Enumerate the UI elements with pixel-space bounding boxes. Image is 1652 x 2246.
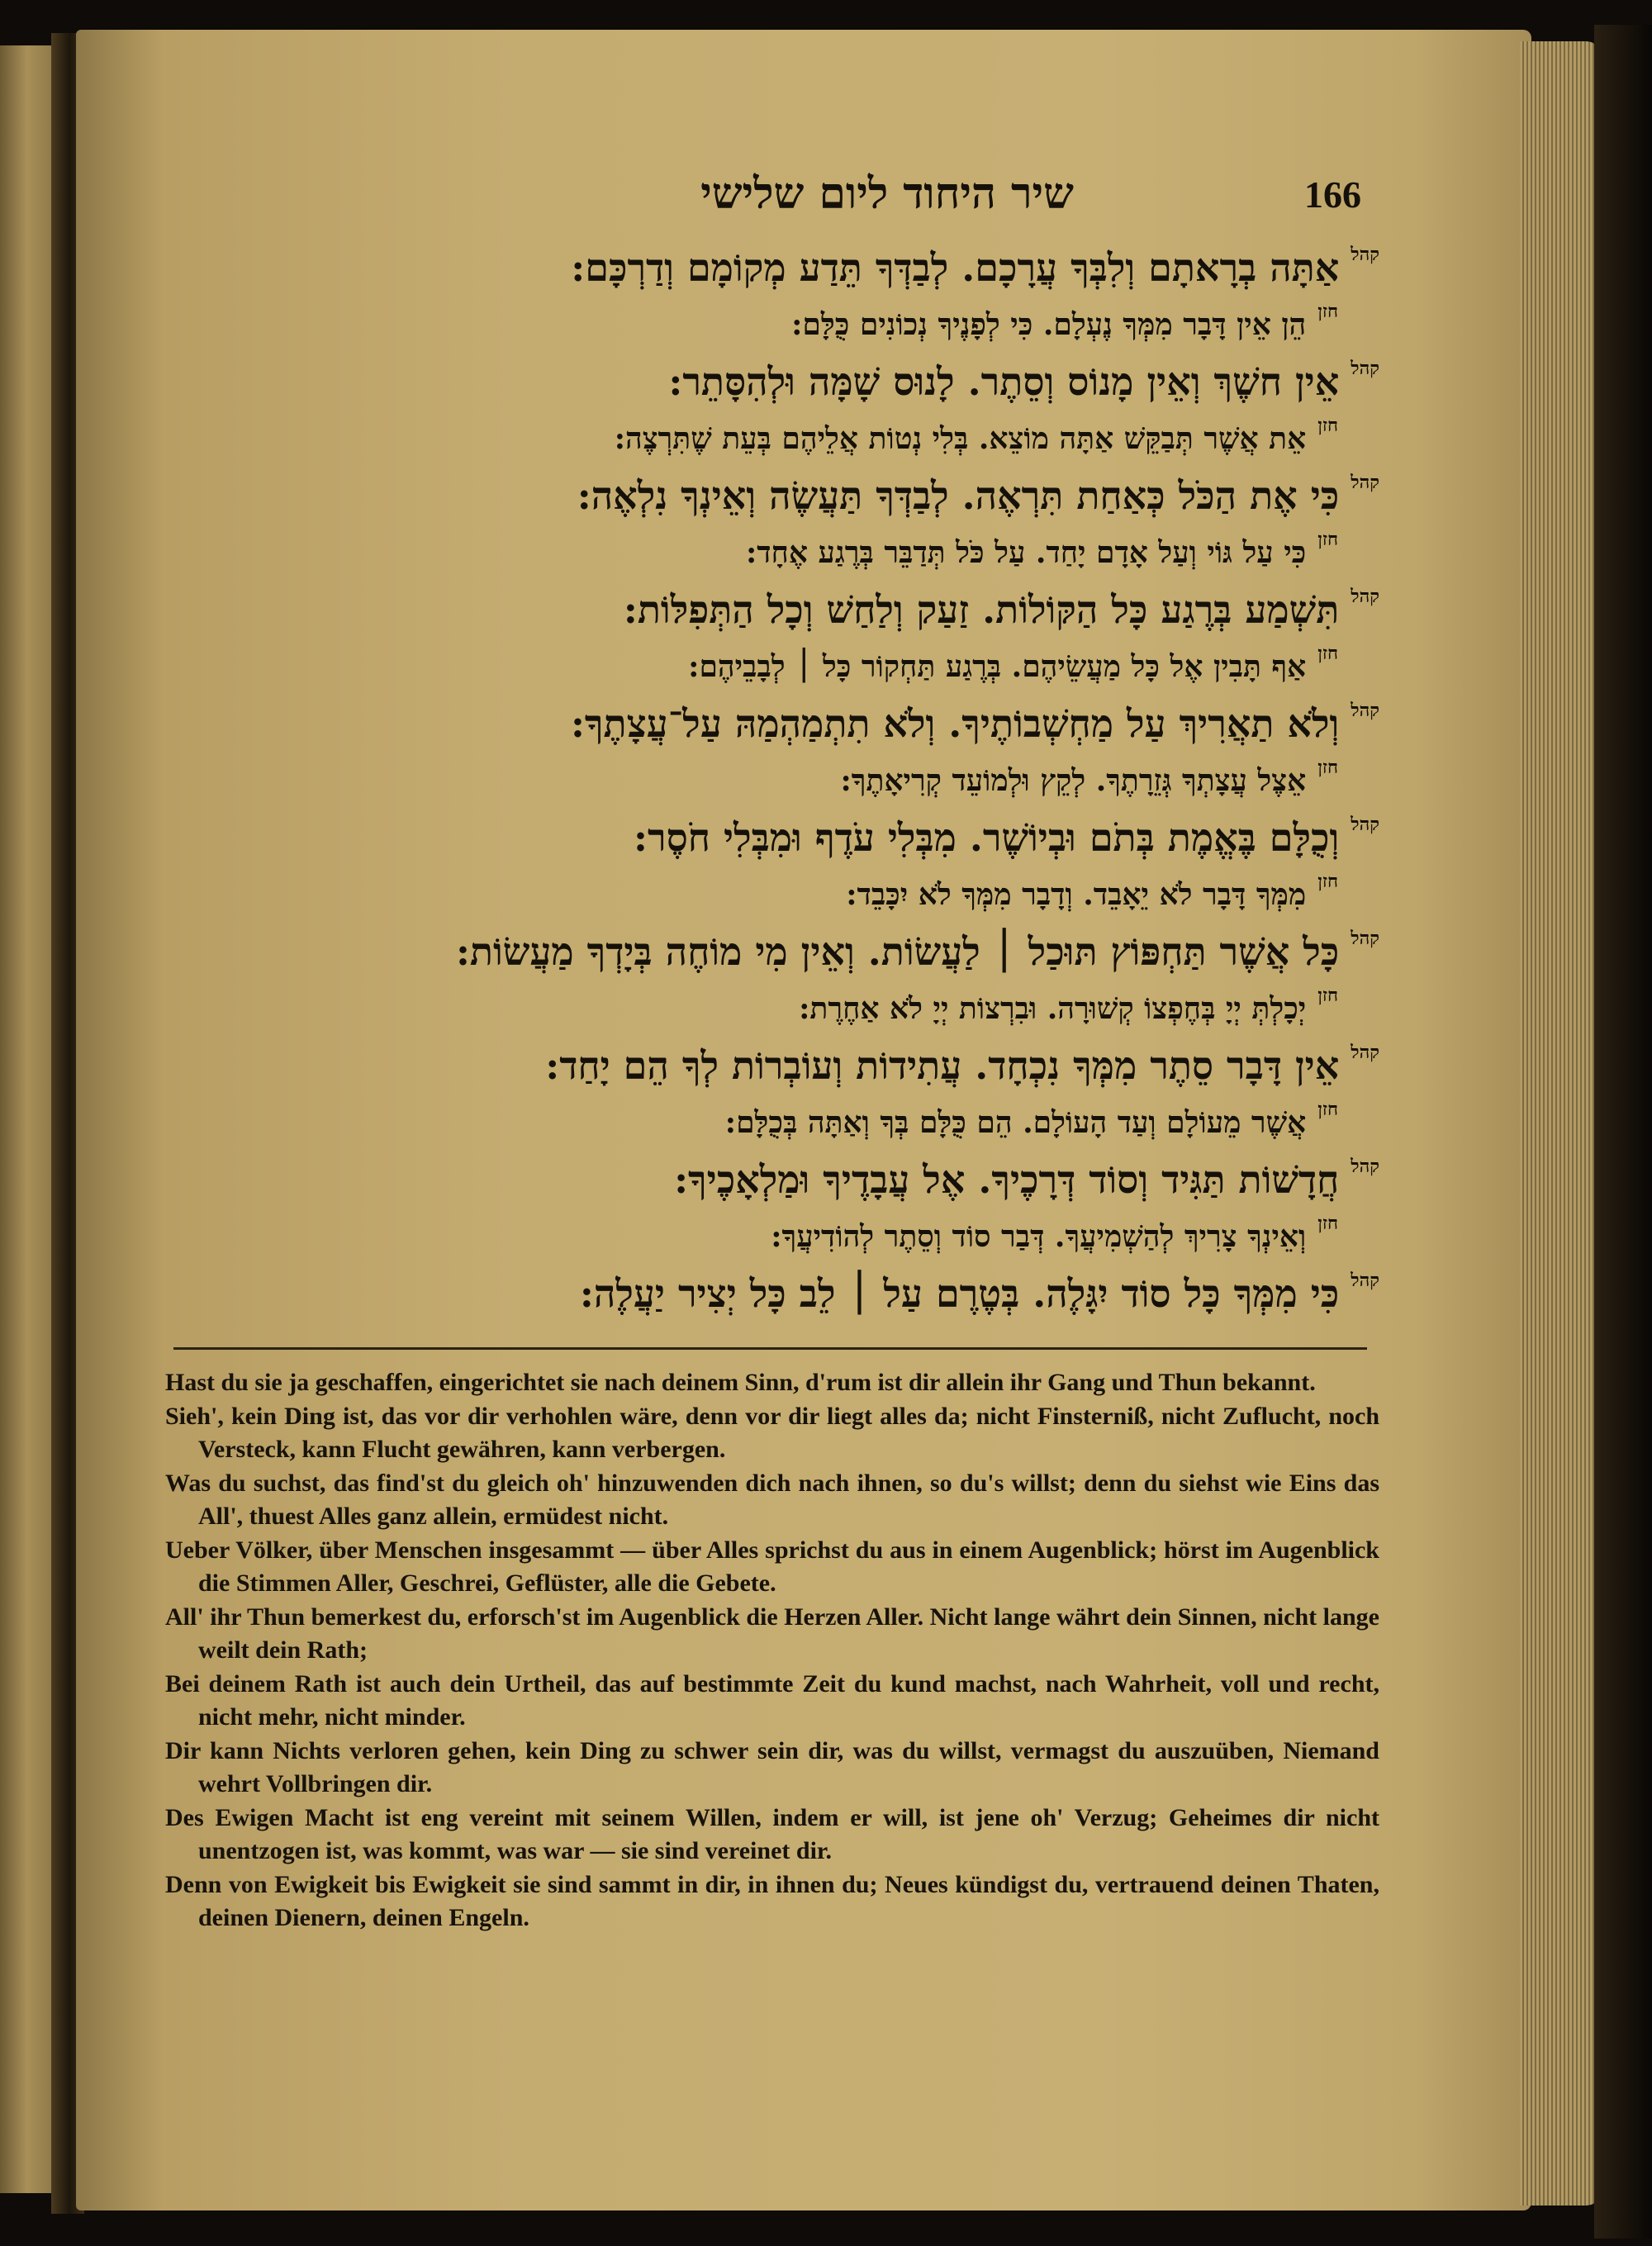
speaker-label: קהל xyxy=(1351,1042,1379,1063)
speaker-label: קהל xyxy=(1351,814,1379,835)
verse-line xyxy=(165,1265,1379,1322)
verse-text: כִּי עַל גּוֹי וְעַל אָדָם יָחַד. עַל כֹּל תְּדַבֵּר בְּרֶגַע אֶחָד: xyxy=(745,535,1307,570)
verse-line xyxy=(165,525,1338,582)
verse-line xyxy=(165,696,1379,753)
verse-text: תִּשְׁמַע בְּרֶגַע כָּל הַקּוֹלוֹת. זַעַק וְלַחַשׁ וְכָל הַתְּפִלּוֹת: xyxy=(623,587,1340,632)
verse-text: כָּל אֲשֶׁר תַּחְפּוֹץ תּוּכַל ׀ לַעֲשׂוֹת. וְאֵין מִי מוֹחֶה בְּיָדְךָ מַעֲשׂוֹת: xyxy=(455,929,1340,974)
verse-text: וְלֹא תַאֲרִיךְ עַל מַחְשְׁבוֹתֶיךָ. וְלֹא תִתְמַהְמַהּ עַל־עֲצָתֶךָ: xyxy=(570,701,1340,746)
page-text xyxy=(165,165,1379,1935)
verse-text: אַתָּה בְרָאתָם וְלִבְּךָ עֲרָכָם. לְבַדְּךָ תֵּדַע מְקוֹמָם וְדַרְכָּם: xyxy=(571,245,1340,290)
speaker-label: קהל xyxy=(1351,700,1379,721)
verse-text: הֵן אֵין דָּבָר מִמְּךָ נֶעְלָם. כִּי לְפָנֶיךָ נְכוֹנִים כֻּלָּם: xyxy=(791,307,1307,342)
verse-text: מִמְּךָ דָּבָר לֹא יֵאָבֵד. וְדָבָר מִמְּךָ לֹא יִכָּבֵד: xyxy=(846,877,1307,912)
translation-paragraph: Hast du sie ja geschaffen, eingerichtet sie nach deinem Sinn, d'rum ist dir allein ihr Gang und Thun bekannt. xyxy=(165,1369,1316,1396)
speaker-label: קהל xyxy=(1351,928,1379,949)
verse-line xyxy=(165,639,1338,696)
speaker-label: קהל xyxy=(1351,1270,1379,1291)
speaker-label: קהל xyxy=(1351,472,1379,493)
speaker-label: קהל xyxy=(1351,244,1379,265)
verse-line xyxy=(165,240,1379,297)
speaker-label: קהל xyxy=(1351,1156,1379,1177)
speaker-label: חזן xyxy=(1317,1213,1338,1234)
page-edges xyxy=(1520,41,1602,2206)
speaker-label: חזן xyxy=(1317,757,1338,778)
verse-text: יְכָלְתְּ יְיָ בְּחֶפְצוֹ קְשׁוּרָה. וּבִרְצוֹת יְיָ לֹא אַחֶרֶת: xyxy=(799,991,1307,1026)
verse-text: אֲשֶׁר מֵעוֹלָם וְעַד הָעוֹלָם. הֵם כֻּלָּם בְּךָ וְאַתָּה בְּכֻלָּם: xyxy=(724,1105,1307,1140)
translation-paragraph: Bei deinem Rath ist auch dein Urtheil, das auf bestimmte Zeit du kund machst, nach Wahrheit, voll und recht, nicht mehr, nicht minder. xyxy=(165,1669,1379,1731)
speaker-label: חזן xyxy=(1317,985,1338,1006)
verse-text: אֵת אֲשֶׁר תְּבַקֵּשׁ אַתָּה מוֹצֵא. בְּלִי נְטוֹת אֲלֵיהֶם בְּעֵת שֶׁתִּרְצֶה: xyxy=(614,421,1307,456)
page-title: שיר היחוד ליום שלישי xyxy=(700,169,1074,219)
verse-text: וְכֻלָּם בֶּאֱמֶת בְּתֹם וּבְיוֹשֶׁר. מִבְּלִי עֹדֶף וּמִבְּלִי חֹסֶר: xyxy=(634,815,1340,860)
verse-text: כִּי אֶת הַכֹּל כְּאַחַת תִּרְאֶה. לְבַדְּךָ תַּעֲשֶׂה וְאֵינְךָ נִלְאֶה: xyxy=(577,473,1340,518)
verse-line xyxy=(165,468,1379,525)
speaker-label: חזן xyxy=(1317,301,1338,322)
verse-text: כִּי מִמְּךָ כָּל סוֹד יִגָּלֶה. בְּטֶרֶם עַל ׀ לֵב כָּל יְצִיר יַעֲלֶה: xyxy=(579,1271,1340,1316)
speaker-label: קהל xyxy=(1351,586,1379,607)
speaker-label: חזן xyxy=(1317,871,1338,892)
speaker-label: חזן xyxy=(1317,415,1338,436)
verse-text: אֵצֶל עֲצָתְךָ גְּזֵרָתֶךָ. לְקֵץ וּלְמוֹעֵד קְרִיאָתֶךָ: xyxy=(840,763,1307,798)
verse-line xyxy=(165,981,1338,1038)
verse-line xyxy=(165,1208,1338,1265)
german-translation xyxy=(165,1366,1379,1935)
page-number: 166 xyxy=(1304,173,1361,216)
verse-line xyxy=(165,354,1379,411)
page-header xyxy=(165,165,1379,240)
verse-text: אֵין חשֶׁךְ וְאֵין מָנוֹס וְסֵתֶר. לָנוּס שָׁמָּה וּלְהִסָּתֵר: xyxy=(668,359,1340,404)
verse-line xyxy=(165,1151,1379,1208)
verse-text: אֵין דָּבָר סֵתֶר מִמְּךָ נִכְחָד. עֲתִידוֹת וְעוֹבְרוֹת לְךָ הֵם יָחַד: xyxy=(545,1043,1340,1088)
verse-line xyxy=(165,924,1379,981)
translation-paragraph: Ueber Völker, über Menschen insgesammt — über Alles sprichst du aus in einem Augenblick; hörst im Augenblick die Stimmen Aller, Geschrei, Geflüster, alle die Gebete. xyxy=(165,1536,1379,1597)
verse-line xyxy=(165,753,1338,810)
footnote-divider xyxy=(173,1347,1367,1350)
speaker-label: חזן xyxy=(1317,529,1338,550)
verse-line xyxy=(165,297,1338,354)
verse-line xyxy=(165,1038,1379,1095)
translation-paragraph: Denn von Ewigkeit bis Ewigkeit sie sind sammt in dir, in ihnen du; Neues kündigst du, vertrauend deinen Thaten, deinen Dienern, deinen Engeln. xyxy=(165,1870,1379,1931)
binding-shadow xyxy=(1594,25,1652,2239)
verse-line xyxy=(165,582,1379,639)
translation-paragraph: All' ihr Thun bemerkest du, erforsch'st im Augenblick die Herzen Aller. Nicht lange währt dein Sinnen, nicht lange weilt dein Rath; xyxy=(165,1603,1379,1664)
hebrew-verses xyxy=(165,240,1379,1322)
speaker-label: חזן xyxy=(1317,1099,1338,1120)
verse-line xyxy=(165,1095,1338,1151)
translation-paragraph: Dir kann Nichts verloren gehen, kein Ding zu schwer sein dir, was du willst, vermagst du auszuüben, Niemand wehrt Vollbringen dir. xyxy=(165,1736,1379,1797)
verse-text: חֲדָשׁוֹת תַּגִּיד וְסוֹד דְּרָכֶיךָ. אֶל עֲבָדֶיךָ וּמַלְאָכֶיךָ: xyxy=(674,1157,1340,1202)
translation-paragraph: Des Ewigen Macht ist eng vereint mit seinem Willen, indem er will, ist jene oh' Verzug; Geheimes dir nicht unentzogen ist, was kommt, was war — sie sind vereinet dir. xyxy=(165,1803,1379,1864)
verse-line xyxy=(165,810,1379,867)
verse-text: וְאֵינְךָ צָרִיךְ לְהַשְׁמִיעֲךָ. דְּבַר סוֹד וְסֵתֶר לְהוֹדִיעֲךָ: xyxy=(771,1219,1307,1254)
verse-text: אַף תָּבִין אֶל כָּל מַעֲשֵׂיהֶם. בְּרֶגַע תַּחְקוֹר כָּל ׀ לְבָבֵיהֶם: xyxy=(688,649,1307,684)
verse-line xyxy=(165,867,1338,924)
translation-paragraph: Sieh', kein Ding ist, das vor dir verhohlen wäre, denn vor dir liegt alles da; nicht Finsterniß, nicht Zuflucht, noch Versteck, kann Flucht gewähren, kann verbergen. xyxy=(165,1402,1379,1463)
speaker-label: קהל xyxy=(1351,358,1379,379)
speaker-label: חזן xyxy=(1317,643,1338,664)
translation-paragraph: Was du suchst, das find'st du gleich oh' hinzuwenden dich nach ihnen, so du's willst; denn du siehst wie Eins das All', thuest Alles ganz allein, ermüdest nicht. xyxy=(165,1469,1379,1530)
verse-line xyxy=(165,411,1338,468)
